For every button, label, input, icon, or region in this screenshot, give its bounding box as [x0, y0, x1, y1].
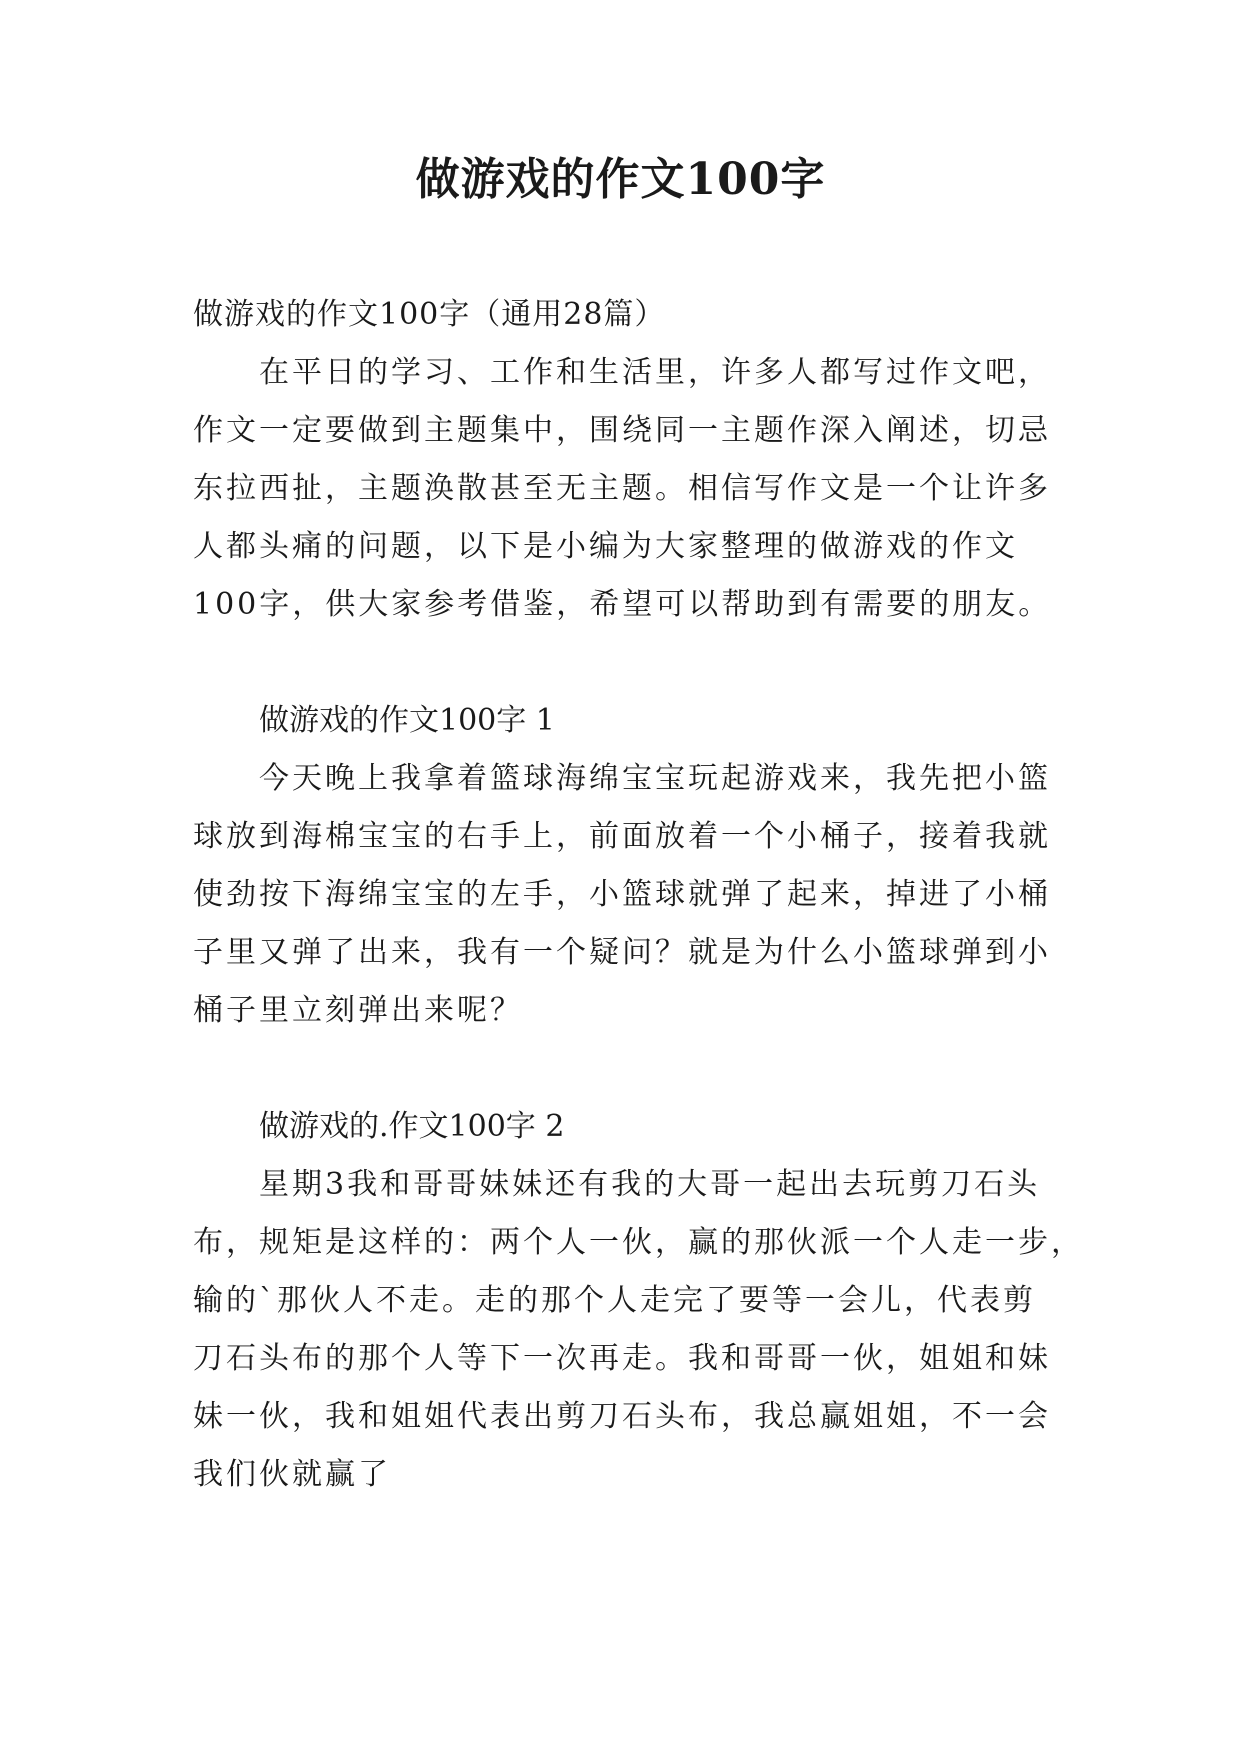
essay-2-line: 输的`那伙人不走。走的那个人走完了要等一会儿，代表剪 [193, 1283, 1036, 1318]
essay-1-heading: 做游戏的作文100字 1 [259, 703, 555, 738]
paragraph-gap [193, 634, 1053, 692]
essay-1-line: 子里又弹了出来，我有一个疑问？就是为什么小篮球弹到小 [193, 935, 1051, 970]
essay-2-line: 星期3我和哥哥妹妹还有我的大哥一起出去玩剪刀石头 [259, 1167, 1041, 1202]
essay-2-line: 布，规矩是这样的：两个人一伙，赢的那伙派一个人走一步， [193, 1225, 1084, 1260]
essay-2-line: 我们伙就赢了 [193, 1457, 391, 1492]
document-body [193, 286, 1084, 1504]
essay-1-paragraph [193, 750, 1053, 1040]
document-title: 做游戏的作文100字 [415, 154, 826, 205]
essay-2-paragraph [193, 1156, 1084, 1504]
essay-1-line: 今天晚上我拿着篮球海绵宝宝玩起游戏来，我先把小篮 [259, 761, 1051, 796]
essay-2-line: 刀石头布的那个人等下一次再走。我和哥哥一伙，姐姐和妹 [193, 1341, 1051, 1376]
intro-line: 人都头痛的问题，以下是小编为大家整理的做游戏的作文 [193, 529, 1018, 564]
essay-2-line: 妹一伙，我和姐姐代表出剪刀石头布，我总赢姐姐，不一会 [193, 1399, 1051, 1434]
essay-1-line: 使劲按下海绵宝宝的左手，小篮球就弹了起来，掉进了小桶 [193, 877, 1051, 912]
intro-line: 作文一定要做到主题集中，围绕同一主题作深入阐述，切忌 [193, 413, 1051, 448]
document-subtitle: 做游戏的作文100字（通用28篇） [193, 297, 666, 332]
paragraph-gap [193, 1040, 1053, 1098]
essay-1-line: 球放到海棉宝宝的右手上，前面放着一个小桶子，接着我就 [193, 819, 1051, 854]
intro-line: 东拉西扯，主题涣散甚至无主题。相信写作文是一个让许多 [193, 471, 1051, 506]
intro-paragraph [193, 344, 1053, 634]
essay-2-heading: 做游戏的.作文100字 2 [259, 1109, 565, 1144]
essay-1-line: 桶子里立刻弹出来呢？ [193, 993, 523, 1028]
intro-line: 100字，供大家参考借鉴，希望可以帮助到有需要的朋友。 [193, 587, 1052, 622]
intro-line: 在平日的学习、工作和生活里，许多人都写过作文吧， [259, 355, 1051, 390]
